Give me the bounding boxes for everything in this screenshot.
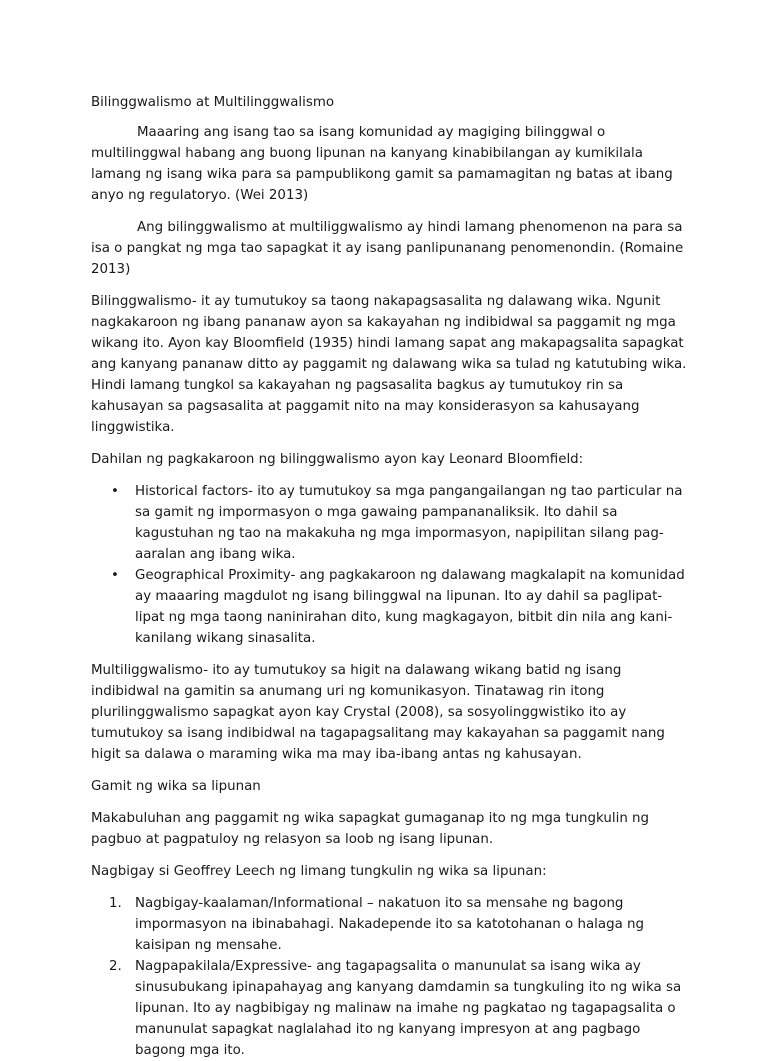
list-item: [109, 956, 688, 1061]
paragraph-wei: Maaaring ang isang tao sa isang komunidad ay magiging bilinggwal o multilinggwal habang ang buong lipunan na kanyang kinabibilangan ay kumikilala lamang ng isang wika para sa pampublikong gamit sa pamamagitan ng batas at ibang anyo ng regulatoryo. (Wei 2013): [91, 125, 673, 203]
list-item-text: Nagpapakilala/Expressive- ang tagapagsalita o manunulat sa isang wika ay sinusubukang ipinapahayag ang kanyang damdamin sa tungkuling ito ng wika sa lipunan. Ito ay nagbibigay ng malinaw na imahe ng pagkatao ng tagapagsalita o manunulat sapagkat naglalahad ito ng kanyang impresyon at ang pagbago bagong mga ito.: [135, 959, 682, 1058]
list-item: [111, 565, 688, 649]
functions-list: [91, 893, 688, 1061]
list-item: [109, 893, 688, 956]
paragraph-romaine: Ang bilinggwalismo at multiliggwalismo ay hindi lamang phenomenon na para sa isa o pangkat ng mga tao sapagkat it ay isang panlipunanang penomenondin. (Romaine 2013): [91, 220, 684, 277]
paragraph-bloomfield-reasons: Dahilan ng pagkakaroon ng bilinggwalismo ayon kay Leonard Bloomfield:: [91, 452, 584, 467]
list-item: [111, 481, 688, 565]
list-item-text: Nagbigay-kaalaman/Informational – nakatuon ito sa mensahe ng bagong impormasyon na ibinabahagi. Nakadepende ito sa katotohanan o halaga ng kaisipan ng mensahe.: [135, 896, 645, 953]
paragraph-multilinggwalismo-definition: Multiliggwalismo- ito ay tumutukoy sa higit na dalawang wikang batid ng isang indibidwal na gamitin sa anumang uri ng komunikasyon. Tinatawag rin itong plurilinggwalismo sapagkat ayon kay Crystal (2008), sa sosyolinggwistiko ito ay tumutukoy sa isang indibidwal na tagapagsalitang may kakayahan sa paggamit nang higit sa dalawa o maraming wika ma may iba-ibang antas ng kahusayan.: [91, 663, 665, 762]
paragraph-makabuluhan: Makabuluhan ang paggamit ng wika sapagkat gumaganap ito ng mga tungkulin ng pagbuo at pagpatuloy ng relasyon sa loob ng isang lipunan.: [91, 811, 650, 847]
list-number: 2.: [109, 959, 122, 974]
paragraph-bilinggwalismo-definition: Bilinggwalismo- it ay tumutukoy sa taong nakapagsasalita ng dalawang wika. Ngunit nagkakaroon ng ibang pananaw ayon sa kakayahan ng indibidwal sa paggamit ng mga wikang ito. Ayon kay Bloomfield (1935) hindi lamang sapat ang makapagsalita sapagkat ang kanyang pananaw ditto ay paggamit ng dalawang wika sa tulad ng katutubing wika. Hindi lamang tungkol sa kakayahan ng pagsasalita bagkus ay tumutukoy rin sa kahusayan sa pagsasalita at paggamit nito na may konsiderasyon sa kahusayang linggwistika.: [91, 294, 687, 435]
list-item-text: Historical factors- ito ay tumutukoy sa mga pangangailangan ng tao particular na sa gamit ng impormasyon o mga gawaing pampananaliksik. Ito dahil sa kagustuhan ng tao na makakuha ng mga impormasyon, napipilitan silang pag-aaralan ang ibang wika.: [135, 484, 683, 562]
document-title: Bilinggwalismo at Multilinggwalismo: [91, 95, 335, 110]
list-number: 1.: [109, 896, 122, 911]
section-heading-gamit-ng-wika: Gamit ng wika sa lipunan: [91, 779, 261, 794]
paragraph-leech-intro: Nagbigay si Geoffrey Leech ng limang tungkulin ng wika sa lipunan:: [91, 864, 547, 879]
bullet-icon: •: [111, 568, 119, 583]
reasons-list: [91, 481, 688, 649]
bullet-icon: •: [111, 484, 119, 499]
list-item-text: Geographical Proximity- ang pagkakaroon ng dalawang magkalapit na komunidad ay maaaring magdulot ng isang bilinggwal na lipunan. Ito ay dahil sa paglipat-lipat ng mga taong naninirahan dito, kung magkagayon, bitbit din nila ang kani-kanilang wikang sinasalita.: [135, 568, 685, 646]
